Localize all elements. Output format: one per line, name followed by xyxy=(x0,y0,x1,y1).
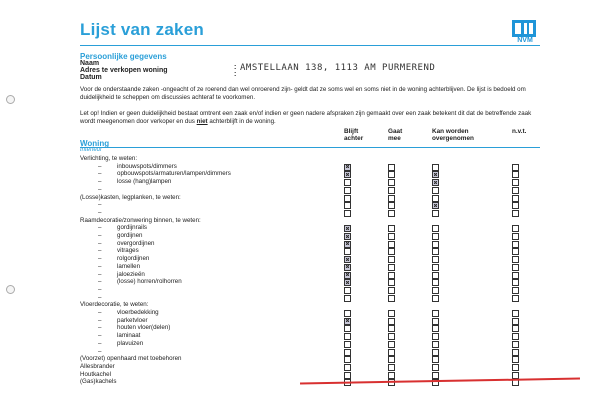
row-label: parketvloer xyxy=(117,316,148,324)
row-label: inbouwspots/dimmers xyxy=(117,162,177,170)
row-label: losse (hang)lampen xyxy=(117,178,172,186)
row-dash: – xyxy=(98,316,102,324)
row-label: jaloezieën xyxy=(117,270,145,278)
row-dash: – xyxy=(98,332,102,340)
row-label: lamellen xyxy=(117,262,141,270)
col-label: Gaat xyxy=(388,128,403,135)
section-title: Woning xyxy=(80,139,110,148)
logo-icon xyxy=(512,20,536,37)
row-label: gordijnrails xyxy=(117,224,147,232)
col-kan-worden-overgenomen xyxy=(432,128,474,142)
row-label: rolgordijnen xyxy=(117,255,150,263)
row-dash: – xyxy=(98,185,102,193)
warning-text-end: achterblijft in de woning. xyxy=(207,117,276,125)
row-dash: – xyxy=(98,201,102,209)
row-label: overgordijnen xyxy=(117,239,155,247)
col-blijft-achter xyxy=(344,128,363,142)
row-label: vitrages xyxy=(117,247,139,255)
section-divider xyxy=(80,147,540,148)
row-dash: – xyxy=(98,278,102,286)
nvm-logo xyxy=(512,20,538,44)
row-label: Verlichting, te weten: xyxy=(80,155,138,162)
logo-text: NVM xyxy=(517,37,533,44)
col-label: mee xyxy=(388,135,401,142)
row-label: (Voorzet) openhaard met toebehoren xyxy=(80,355,182,363)
row-dash: – xyxy=(98,170,102,178)
address-label: Adres te verkopen woning xyxy=(80,67,168,74)
row-dash: – xyxy=(98,262,102,270)
row-dash: – xyxy=(98,247,102,255)
row-dash: – xyxy=(98,178,102,186)
row-dash: – xyxy=(98,224,102,232)
col-label: Blijft xyxy=(344,128,359,135)
page-title: Lijst van zaken xyxy=(80,20,204,39)
row-dash: – xyxy=(98,232,102,239)
col-label: achter xyxy=(344,135,364,142)
row-label: Raamdecoratie/zonwering binnen, te weten: xyxy=(80,216,201,224)
row-label: plavuizen xyxy=(117,339,144,347)
row-dash: – xyxy=(98,285,102,293)
col-gaat-mee xyxy=(388,128,402,142)
row-label: (Gas)kachels xyxy=(80,378,117,386)
row-label: (losse) horren/rolhorren xyxy=(117,278,182,286)
row-dash: – xyxy=(98,239,102,247)
row-dash: – xyxy=(98,347,102,355)
intro-paragraph: Voor de onderstaande zaken -ongeacht of ze roerend dan wel onroerend zijn- geldt dat ze soms wel en soms niet in de woning achterblijven. De lijst is bedoeld om duidelijkheid te scheppen om discussies achteraf te voorkomen. xyxy=(80,86,526,101)
personal-heading: Persoonlijke gegevens xyxy=(80,52,167,61)
row-dash: – xyxy=(98,293,102,301)
warning-paragraph xyxy=(80,110,540,125)
row-label: Vloerdecoratie, te weten: xyxy=(80,301,149,309)
warning-text: Let op! Indien er geen duidelijkheid bestaat omtrent een zaak en/of indien er geen nadere afspraken zijn gemaakt over een zaak betekent dit dat de betreffende zaak wordt meegenomen door verkoper en dus xyxy=(80,110,532,125)
title-divider xyxy=(80,45,540,46)
date-label: Datum xyxy=(80,74,102,81)
row-dash: – xyxy=(98,339,102,347)
row-label: Houtkachel xyxy=(80,370,111,378)
row-dash: – xyxy=(98,270,102,278)
punch-hole xyxy=(6,95,15,104)
row-label: opbouwspots/armaturen/lampen/dimmers xyxy=(117,170,231,178)
row-dash: – xyxy=(98,255,102,263)
row-label: gordijnen xyxy=(117,232,143,239)
row-label: laminaat xyxy=(117,332,141,340)
name-label: Naam xyxy=(80,60,100,67)
colon: : xyxy=(234,71,237,78)
row-dash: – xyxy=(98,162,102,170)
col-label: Kan worden xyxy=(432,128,469,135)
row-dash: – xyxy=(98,324,102,332)
section-subtitle: Interieur xyxy=(80,147,103,153)
row-dash: – xyxy=(98,208,102,216)
address-value: AMSTELLAAN 138, 1113 AM PURMEREND xyxy=(240,63,436,73)
row-label: Allesbrander xyxy=(80,362,115,370)
row-label: (Losse)kasten, legplanken, te weten: xyxy=(80,193,181,201)
col-label: overgenomen xyxy=(432,135,474,142)
row-label: vloerbedekking xyxy=(117,309,159,316)
row-dash: – xyxy=(98,309,102,316)
row-label: houten vloer(delen) xyxy=(117,324,171,332)
colon: : xyxy=(234,64,237,71)
warning-emphasis: niet xyxy=(196,117,208,125)
col-nvt: n.v.t. xyxy=(512,128,527,135)
